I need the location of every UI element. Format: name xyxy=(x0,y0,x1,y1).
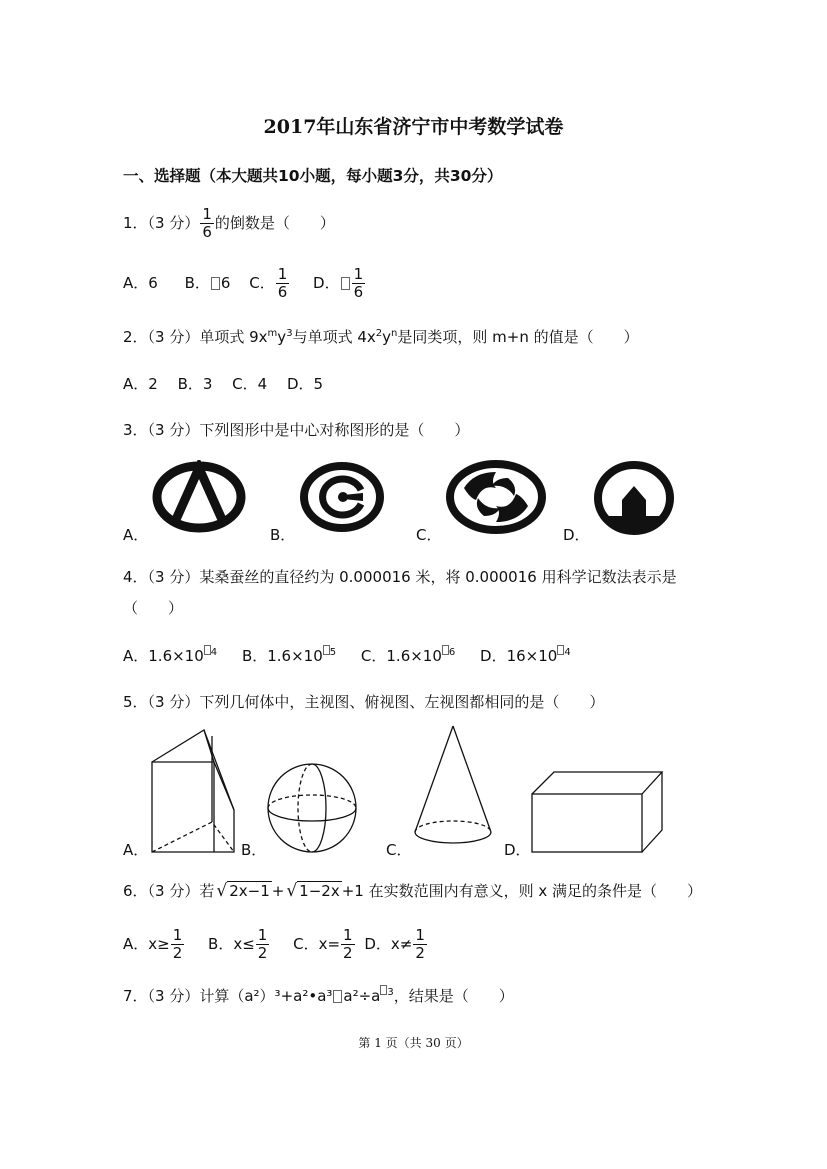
q2-exp-m: m xyxy=(267,328,278,339)
q1-option-d xyxy=(313,265,366,301)
q6-option-b-label: B．x≤ xyxy=(208,935,255,953)
q4-option-b-label: B．1.6×10 xyxy=(241,647,323,665)
q6-option-b-fraction xyxy=(256,928,270,961)
q1-frac-num: 1 xyxy=(202,205,212,223)
q6-radicand-2: 1−2x xyxy=(299,882,340,900)
q4-option-c-label: C．1.6×10 xyxy=(360,647,442,665)
q6-option-a-num: 1 xyxy=(172,926,183,944)
q6-option-a xyxy=(123,926,185,962)
q2-exp-n: n xyxy=(391,328,398,339)
q5-option-c: C． xyxy=(386,841,412,859)
q6-option-c-num: 1 xyxy=(343,926,353,944)
q1-frac-den: 6 xyxy=(202,223,212,241)
q6-option-c-fraction xyxy=(341,928,355,961)
q2-end: 是同类项，则 m+n 的值是（ ） xyxy=(397,328,639,346)
q4-options xyxy=(123,645,571,666)
q4-option-d xyxy=(480,647,571,665)
q6-option-a-label: A．x≥ xyxy=(123,935,170,953)
q6-option-a-den: 2 xyxy=(172,944,183,962)
figure-c-swirl-logo xyxy=(444,458,548,536)
q4-option-a-exp: 4 xyxy=(210,647,218,658)
q7-exp: 3 xyxy=(387,987,394,998)
q1-option-d-fraction xyxy=(352,267,366,300)
q3-option-a: A． xyxy=(123,526,149,544)
q6-option-b xyxy=(208,926,270,962)
figure-cone xyxy=(408,722,498,852)
q2-y2: y xyxy=(382,328,392,346)
q7-text: 7．（3 分）计算（a²）³+a²•a³ xyxy=(123,987,333,1005)
q1-option-d-label: D． xyxy=(313,274,340,292)
q6-options xyxy=(123,928,428,961)
missing-glyph-icon xyxy=(341,277,350,290)
q6-option-c xyxy=(293,926,355,962)
q2-exp-3: 3 xyxy=(286,328,293,339)
q6-option-d-den: 2 xyxy=(415,944,425,962)
missing-glyph-icon xyxy=(211,277,220,290)
q1-fraction xyxy=(200,207,214,240)
q1-option-b-label: B． xyxy=(184,274,210,292)
q3-option-c: C． xyxy=(416,526,442,544)
missing-glyph-icon xyxy=(323,645,330,655)
question-1 xyxy=(123,207,335,240)
q4-option-a-label: A．1.6×10 xyxy=(123,647,204,665)
q1-option-d-den: 6 xyxy=(353,283,364,301)
q4-option-d-label: D．16×10 xyxy=(480,647,558,665)
q3-option-d: D． xyxy=(563,526,590,544)
q6-option-c-label: C．x= xyxy=(293,935,341,953)
figure-sphere xyxy=(264,760,360,856)
q1-options xyxy=(123,267,366,300)
q2-exp-2: 2 xyxy=(375,328,383,339)
question-4-paren: （ ） xyxy=(123,599,184,617)
q7-mid: a²÷a xyxy=(343,987,381,1005)
missing-glyph-icon xyxy=(204,645,211,655)
q1-prefix: 1．（3 分） xyxy=(123,214,200,232)
q1-option-a: A．6 xyxy=(123,274,158,292)
q6-plus: + xyxy=(271,882,285,900)
missing-glyph-icon xyxy=(333,990,342,1003)
section-heading: 一、选择题（本大题共10小题，每小题3分，共30分） xyxy=(123,167,503,185)
q6-option-d-num: 1 xyxy=(415,926,425,944)
q1-option-c xyxy=(249,265,290,301)
page-title: 2017年山东省济宁市中考数学试卷 xyxy=(263,116,564,138)
q2-text: 2．（3 分）单项式 9x xyxy=(123,328,268,346)
question-6 xyxy=(123,880,702,901)
q6-option-a-fraction xyxy=(171,928,185,961)
figure-b-circle-logo xyxy=(299,460,385,534)
q6-option-d-fraction xyxy=(413,928,427,961)
missing-glyph-icon xyxy=(442,645,449,655)
q4-option-c-exp: 6 xyxy=(448,647,456,658)
q6-option-b-den: 2 xyxy=(257,944,268,962)
q6-option-b-num: 1 xyxy=(257,926,268,944)
q6-option-d-label: D．x≠ xyxy=(364,935,413,953)
figure-cuboid xyxy=(526,768,666,858)
q1-option-c-num: 1 xyxy=(277,265,288,283)
q2-options: A．2 B．3 C．4 D．5 xyxy=(123,375,324,393)
q6-prefix: 6．（3 分）若 xyxy=(123,882,215,900)
q1-option-d-num: 1 xyxy=(353,265,364,283)
q5-option-b: B． xyxy=(241,841,267,859)
figure-d-arch-logo xyxy=(592,458,676,538)
q2-mid: 与单项式 4x xyxy=(292,328,376,346)
question-3: 3．（3 分）下列图形中是中心对称图形的是（ ） xyxy=(123,421,470,439)
q4-option-b-exp: 5 xyxy=(329,647,337,658)
q1-suffix: 的倒数是（ ） xyxy=(214,214,335,232)
figure-triangular-prism xyxy=(146,726,242,856)
question-2 xyxy=(123,326,639,347)
q1-option-c-den: 6 xyxy=(277,283,288,301)
q6-option-c-den: 2 xyxy=(343,944,353,962)
q6-radicand-1: 2x−1 xyxy=(229,882,270,900)
figure-a-triangle-logo xyxy=(152,460,246,534)
question-5: 5．（3 分）下列几何体中，主视图、俯视图、左视图都相同的是（ ） xyxy=(123,693,605,711)
q1-option-b-value: 6 xyxy=(220,274,231,292)
q1-option-c-label: C． xyxy=(249,274,275,292)
sqrt-icon: √ xyxy=(286,881,298,901)
q6-end: +1 在实数范围内有意义，则 x 满足的条件是（ ） xyxy=(341,882,703,900)
q1-option-c-fraction xyxy=(276,267,290,300)
q3-option-b: B． xyxy=(270,526,296,544)
q6-option-d xyxy=(364,926,428,962)
q4-option-a xyxy=(123,647,217,665)
q5-option-d: D． xyxy=(504,841,531,859)
q5-option-a: A． xyxy=(123,841,149,859)
question-4: 4．（3 分）某桑蚕丝的直径约为 0.000016 米，将 0.000016 用科学记数法表示是 xyxy=(123,568,677,586)
question-7 xyxy=(123,985,514,1006)
q1-option-b xyxy=(185,274,231,292)
q2-y: y xyxy=(277,328,287,346)
q7-end: ，结果是（ ） xyxy=(393,987,514,1005)
q4-option-c xyxy=(361,647,455,665)
q4-option-d-exp: 4 xyxy=(564,647,571,658)
q4-option-b xyxy=(242,647,336,665)
sqrt-icon: √ xyxy=(216,881,228,901)
page-footer: 第 1 页（共 30 页） xyxy=(358,1036,469,1050)
